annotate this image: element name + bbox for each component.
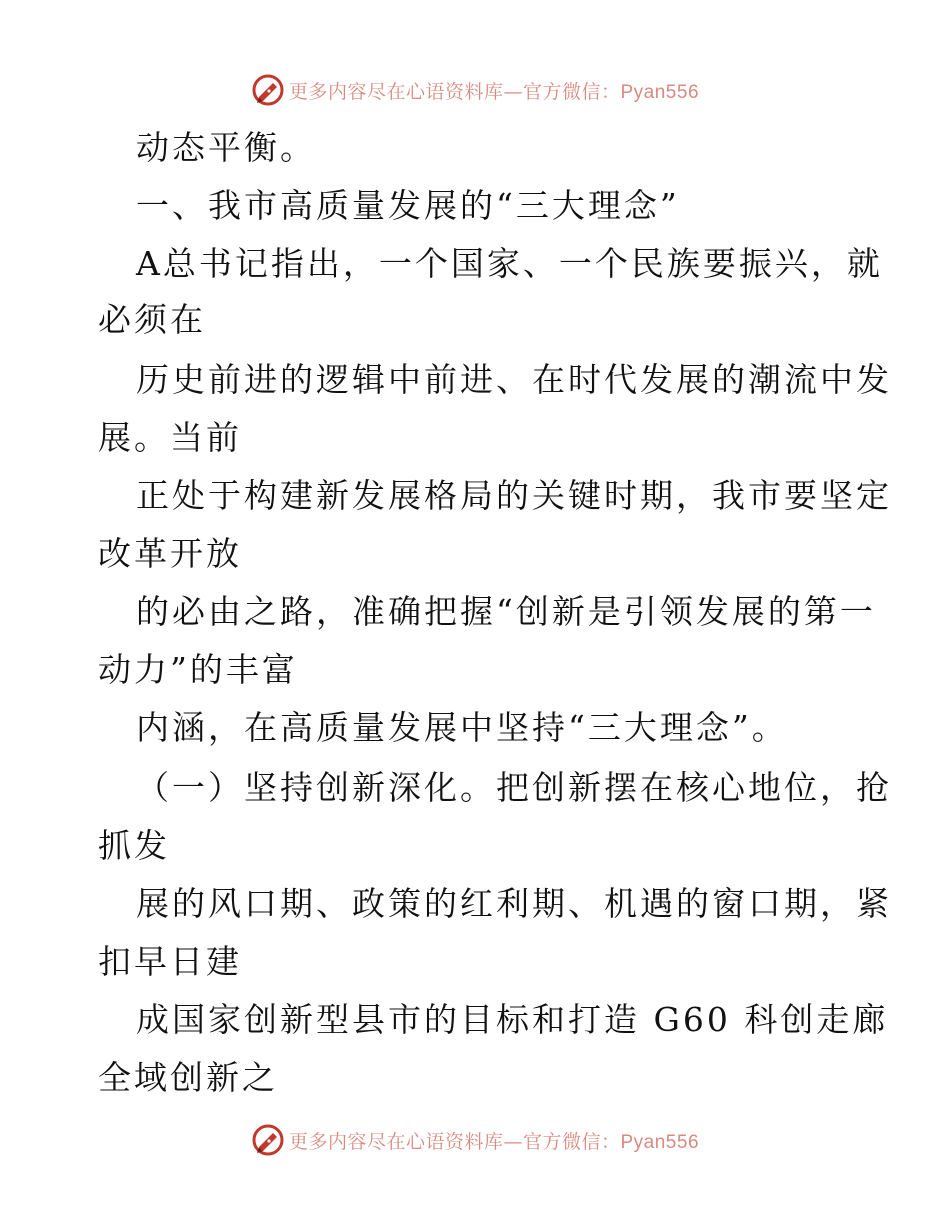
text-line: 全域创新之	[98, 1058, 278, 1097]
watermark-brand: 更多内容尽在心语资料库	[288, 80, 504, 103]
text-line: 必须在	[98, 300, 206, 339]
text-line: 的必由之路，准确把握“创新是引领发展的第一	[136, 592, 876, 631]
footer-watermark	[0, 1118, 950, 1162]
text-line: 内涵，在高质量发展中坚持“三大理念”。	[136, 708, 788, 747]
watermark-separator: —	[503, 80, 523, 103]
text-line: 抓发	[98, 826, 170, 865]
watermark-wechat-id: Pyan556	[620, 81, 700, 103]
watermark-wechat-id: Pyan556	[620, 1131, 700, 1153]
subsection-heading: （一）坚持创新深化。把创新摆在核心地位，抢	[136, 768, 892, 807]
watermark-brand: 更多内容尽在心语资料库	[288, 1130, 504, 1153]
text-line: 动态平衡。	[136, 128, 316, 167]
watermark-text	[289, 77, 699, 104]
pen-logo-icon	[251, 1123, 285, 1157]
text-line: 历史前进的逻辑中前进、在时代发展的潮流中发	[136, 360, 892, 399]
text-line: 正处于构建新发展格局的关键时期，我市要坚定	[136, 476, 892, 515]
text-line: 成国家创新型县市的目标和打造 G60 科创走廊	[136, 1000, 889, 1039]
watermark-separator: —	[503, 1130, 523, 1153]
watermark-text	[289, 1127, 699, 1154]
text-line: 扣早日建	[98, 942, 242, 981]
section-heading: 一、我市高质量发展的“三大理念”	[136, 186, 680, 225]
watermark-wechat-label: 官方微信：	[522, 80, 621, 103]
watermark-wechat-label: 官方微信：	[522, 1130, 621, 1153]
text-line: A总书记指出，一个国家、一个民族要振兴，就	[136, 244, 883, 283]
header-watermark	[0, 68, 950, 112]
text-line: 改革开放	[98, 534, 242, 573]
text-line: 展的风口期、政策的红利期、机遇的窗口期，紧	[136, 884, 892, 923]
text-line: 展。当前	[98, 418, 242, 457]
text-line: 动力”的丰富	[98, 650, 298, 689]
pen-logo-icon	[251, 73, 285, 107]
